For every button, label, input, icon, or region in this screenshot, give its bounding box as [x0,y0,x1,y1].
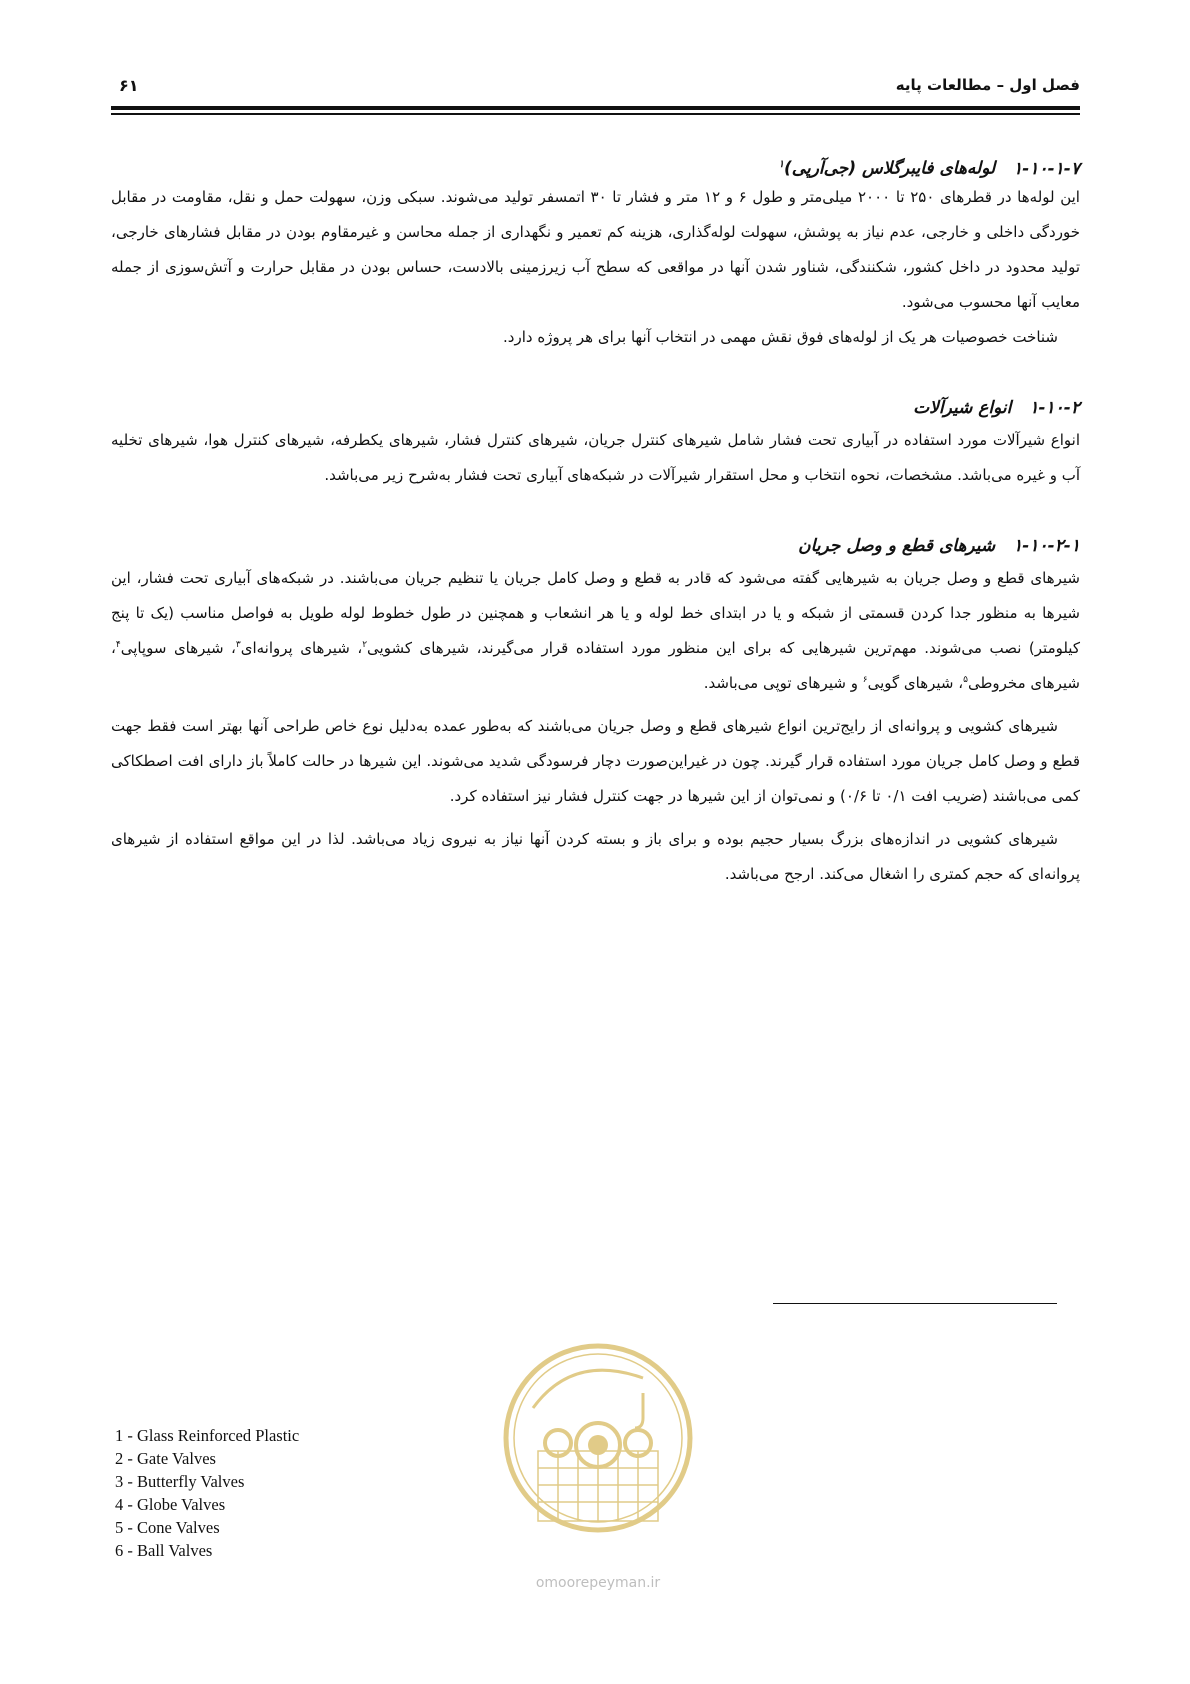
footnote-item: 6 - Ball Valves [115,1541,213,1560]
section-heading-shutoff-valves [111,531,1080,561]
section-title: انواع شیرآلات [913,398,1012,418]
footnote-ref: ۳ [235,640,241,650]
section-number: ۱-۱۰-۱-۷ [1013,158,1080,179]
section-title: لوله‌های فایبرگلاس (جی‌آرپی) [784,158,996,179]
page-content [111,150,1080,892]
paragraph-text: ، شیرهای مخروطی [111,639,1080,692]
paragraph: شیرهای کشویی و پروانه‌ای از رایج‌ترین انواع شیرهای قطع و وصل جریان می‌باشند که به‌طور عمده به‌دلیل نوع خاص طراحی آنها بهتر است فقط جهت قطع و وصل کامل جریان مورد استفاده قرار گیرند. چون در غیراین‌صورت دچار فرسودگی شدید می‌شوند. این شیرها در حالت کاملاً باز دارای افت اصطکاکی کمی می‌باشند (ضریب افت ۰/۱ تا ۰/۶) و نمی‌توان از این شیرها در جهت کنترل فشار نیز استفاده کرد. [111,717,1080,805]
page-header [111,76,1080,100]
paragraph [111,561,1080,701]
footnote-ref: ۴ [115,640,121,650]
footnotes-list [115,1424,299,1562]
footnote-item: 4 - Globe Valves [115,1495,226,1514]
paragraph-text: و شیرهای توپی می‌باشد. [703,674,863,692]
paragraph: شیرهای کشویی در اندازه‌های بزرگ بسیار حجیم بوده و برای باز و بسته کردن آنها نیاز به نیروی زیاد می‌باشد. لذا در این مواقع استفاده از شیرهای پروانه‌ای که حجم کمتری را اشغال می‌کند. ارجح می‌باشد. [111,830,1080,883]
footnote-separator [773,1303,1057,1304]
paragraph-text: ، شیرهای گویی [867,674,964,692]
footnote-item: 2 - Gate Valves [115,1449,216,1468]
footnote-item: 3 - Butterfly Valves [115,1472,245,1491]
page-number: ۶۱ [119,76,139,95]
header-rule-thin [111,113,1080,115]
watermark-seal-icon [493,1333,703,1568]
section-title: شیرهای قطع و وصل جریان [798,536,996,556]
header-rule-thick [111,106,1080,110]
section-heading-fiberglass-pipes [111,150,1080,180]
watermark-logo [493,1333,703,1603]
watermark-url: omoorepeyman.ir [535,1575,661,1591]
section-number: ۱-۱۰-۲ [1029,398,1080,418]
footnote-ref: ۶ [862,675,868,685]
footnote-item: 1 - Glass Reinforced Plastic [115,1426,300,1445]
footnote-ref: ۵ [963,675,968,685]
footnote-ref: ۲ [362,640,368,650]
section-heading-valve-types [111,393,1080,423]
paragraph-text: ، شیرهای پروانه‌ای [240,639,363,657]
paragraph-text: شیرهای قطع و وصل جریان به شیرهایی گفته می‌شود که قادر به قطع و وصل کامل جریان یا تنظیم جریان می‌باشند. در شبکه‌های آبیاری تحت فشار، این شیرها به منظور جدا کردن قسمتی از شبکه و یا در ابتدای خط لوله و یا هر انشعاب و همچنین در طول خطوط لوله طویل به فواصل مناسب (یک تا پنج کیلومتر) نصب می‌شوند. مهم‌ترین شیرهایی که برای این منظور مورد استفاده قرار می‌گیرند، شیرهای کشویی [111,569,1080,657]
footnote-ref: ۱ [778,159,785,170]
paragraph: شناخت خصوصیات هر یک از لوله‌های فوق نقش مهمی در انتخاب آنها برای هر پروژه دارد. [503,328,1058,346]
paragraph-text: ، شیرهای سوپاپی [120,639,236,657]
paragraph: این لوله‌ها در قطرهای ۲۵۰ تا ۲۰۰۰ میلی‌متر و طول ۶ و ۱۲ متر و فشار تا ۳۰ اتمسفر تولید می‌شوند. سبکی وزن، سهولت حمل و نقل، مقاومت در مقابل خوردگی داخلی و خارجی، عدم نیاز به پوشش، سهولت لوله‌گذاری، هزینه کم تعمیر و نگهداری از جمله محاسن و غیرمقاوم بودن در مقابل فشارهای خارجی، تولید محدود در داخل کشور، شکنندگی، شناور شدن آنها در مواقعی که سطح آب زیرزمینی بالادست، حساس بودن در مقابل حرارت و آتش‌سوزی از جمله معایب آنها محسوب می‌شود. [111,188,1080,311]
section-number: ۱-۱۰-۲-۱ [1013,536,1080,556]
footnote-item: 5 - Cone Valves [115,1518,220,1537]
paragraph: انواع شیرآلات مورد استفاده در آبیاری تحت فشار شامل شیرهای کنترل جریان، شیرهای کنترل فشار، شیرهای یکطرفه، شیرهای کنترل هوا، شیرهای تخلیه آب و غیره می‌باشد. مشخصات، نحوه انتخاب و محل استقرار شیرآلات در شبکه‌های آبیاری تحت فشار به‌شرح زیر می‌باشد. [111,431,1080,484]
chapter-title: فصل اول – مطالعات پایه [895,76,1080,94]
